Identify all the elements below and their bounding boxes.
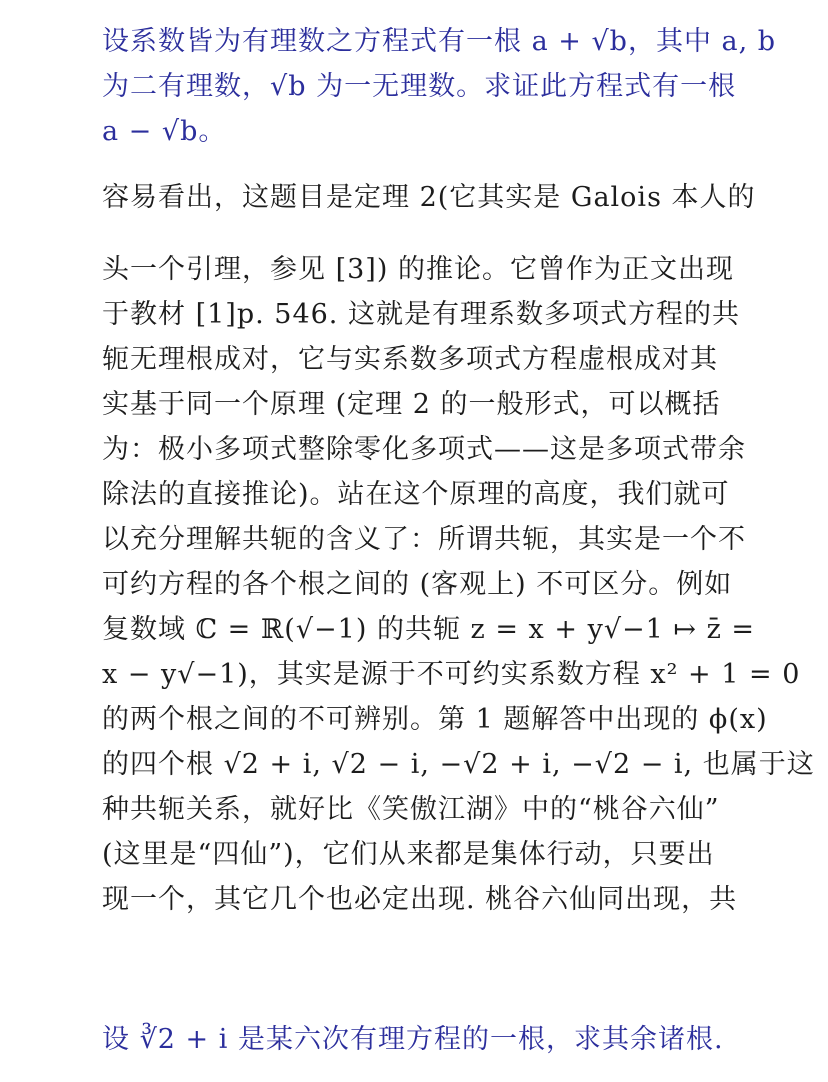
- paragraph-line: 复数域 ℂ = ℝ(√−1) 的共轭 z = x + y√−1 ↦ z̄ =: [102, 614, 756, 645]
- question-statement: [102, 1022, 730, 1062]
- paragraph-line: 除法的直接推论)。站在这个原理的高度，我们就可: [102, 479, 730, 510]
- paragraph-line: 种共轭关系，就好比《笑傲江湖》中的“桃谷六仙”: [102, 794, 720, 825]
- paragraph-line: 于教材 [1]p. 546. 这就是有理系数多项式方程的共: [102, 299, 740, 330]
- paragraph-line: 为：极小多项式整除零化多项式——这是多项式带余: [102, 434, 746, 465]
- problem-line: 设系数皆为有理数之方程式有一根 a + √b，其中 a, b: [102, 26, 777, 57]
- paragraph-line: 的两个根之间的不可辨别。第 1 题解答中出现的 ϕ(x): [102, 704, 768, 735]
- paragraph-line: x − y√−1)，其实是源于不可约实系数方程 x² + 1 = 0: [102, 659, 801, 690]
- paragraph-line: 容易看出，这题目是定理 2(它其实是 Galois 本人的: [102, 182, 756, 213]
- paragraph-line: 以充分理解共轭的含义了：所谓共轭，其实是一个不: [102, 524, 746, 555]
- discussion-paragraph: [102, 180, 815, 920]
- paragraph-line: 可约方程的各个根之间的 (客观上) 不可区分。例如: [102, 569, 733, 600]
- paragraph-line: 轭无理根成对，它与实系数多项式方程虚根成对其: [102, 344, 718, 375]
- problem-statement: [102, 24, 777, 150]
- paragraph-line: 头一个引理，参见 [3]) 的推论。它曾作为正文出现: [102, 254, 734, 285]
- paragraph-line: 实基于同一个原理 (定理 2 的一般形式，可以概括: [102, 389, 721, 420]
- question-line: 设 ∛2 + i 是某六次有理方程的一根，求其余诸根.: [102, 1024, 724, 1055]
- problem-line: 为二有理数，√b 为一无理数。求证此方程式有一根: [102, 71, 737, 102]
- paragraph-line: 现一个，其它几个也必定出现. 桃谷六仙同出现，共: [102, 884, 738, 915]
- paragraph-line: 的四个根 √2 + i, √2 − i, −√2 + i, −√2 − i, 也属于这: [102, 749, 815, 780]
- paragraph-line: (这里是“四仙”)，它们从来都是集体行动，只要出: [102, 839, 715, 870]
- problem-line: a − √b。: [102, 116, 227, 147]
